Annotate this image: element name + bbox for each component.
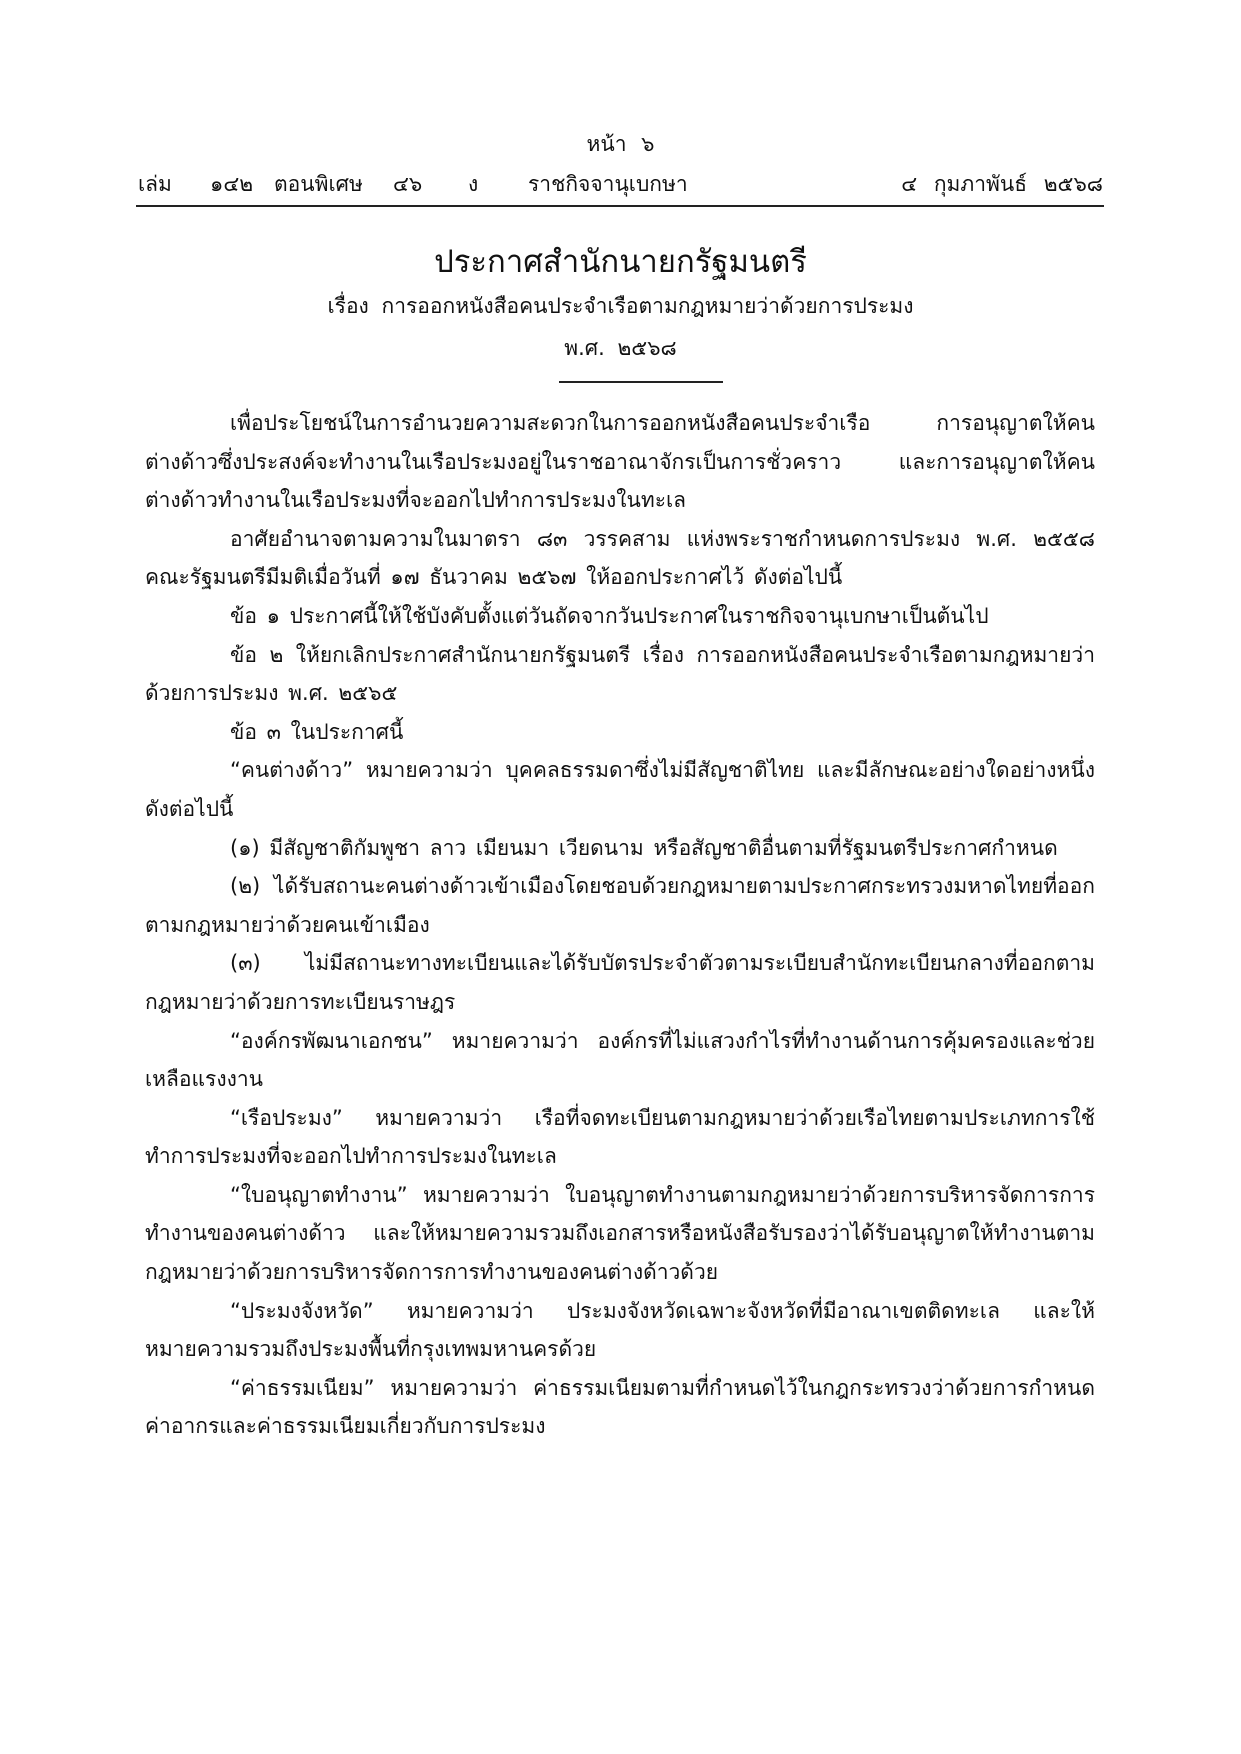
- definition-fishing-vessel: “เรือประมง” หมายความว่า เรือที่จดทะเบียนตามกฎหมายว่าด้วยเรือไทยตามประเภทการใช้ทำการประมงที่จะออกไปทำการประมงในทะเล: [145, 1105, 1095, 1169]
- paragraph-authority: อาศัยอำนาจตามความในมาตรา ๘๓ วรรคสาม แห่งพระราชกำหนดการประมง พ.ศ. ๒๕๕๘ คณะรัฐมนตรีมีมติเมื่อวันที่ ๑๗ ธันวาคม ๒๕๖๗ ให้ออกประกาศไว้ ดังต่อไปนี้: [145, 526, 1095, 590]
- title-divider: [559, 381, 723, 383]
- clause-1: ข้อ ๑ ประกาศนี้ให้ใช้บังคับตั้งแต่วันถัดจากวันประกาศในราชกิจจานุเบกษาเป็นต้นไป: [230, 603, 989, 628]
- gazette-name: ราชกิจจานุเบกษา: [528, 172, 688, 196]
- definition-fee: “ค่าธรรมเนียม” หมายความว่า ค่าธรรมเนียมตามที่กำหนดไว้ในกฎกระทรวงว่าด้วยการกำหนดค่าอากรและค่าธรรมเนียมเกี่ยวกับการประมง: [145, 1375, 1095, 1439]
- definition-item-1: (๑) มีสัญชาติกัมพูชา ลาว เมียนมา เวียดนาม หรือสัญชาติอื่นตามที่รัฐมนตรีประกาศกำหนด: [230, 835, 1058, 860]
- announcement-body: [145, 404, 1095, 1446]
- definition-provincial-fisheries: “ประมงจังหวัด” หมายความว่า ประมงจังหวัดเฉพาะจังหวัดที่มีอาณาเขตติดทะเล และให้หมายความรวมถึงประมงพื้นที่กรุงเทพมหานครด้วย: [145, 1298, 1095, 1362]
- volume-label: เล่ม: [138, 172, 172, 196]
- section-number: ๔๖: [393, 172, 423, 196]
- section-type: ง: [468, 172, 479, 196]
- header-divider: [136, 205, 1104, 207]
- announcement-subject: เรื่อง การออกหนังสือคนประจำเรือตามกฎหมายว่าด้วยการประมง: [327, 294, 914, 318]
- publication-date: ๔ กุมภาพันธ์ ๒๕๖๘: [901, 172, 1103, 196]
- announcement-year: พ.ศ. ๒๕๖๘: [564, 336, 677, 360]
- clause-3: ข้อ ๓ ในประกาศนี้: [230, 719, 404, 744]
- definition-foreigner: “คนต่างด้าว” หมายความว่า บุคคลธรรมดาซึ่งไม่มีสัญชาติไทย และมีลักษณะอย่างใดอย่างหนึ่งดังต่อไปนี้: [145, 758, 1095, 821]
- clause-2: ข้อ ๒ ให้ยกเลิกประกาศสำนักนายกรัฐมนตรี เรื่อง การออกหนังสือคนประจำเรือตามกฎหมายว่าด้วยการประมง พ.ศ. ๒๕๖๕: [145, 642, 1095, 706]
- volume-number: ๑๔๒: [210, 172, 254, 196]
- definition-item-2: (๒) ได้รับสถานะคนต่างด้าวเข้าเมืองโดยชอบด้วยกฎหมายตามประกาศกระทรวงมหาดไทยที่ออกตามกฎหมายว่าด้วยคนเข้าเมือง: [145, 874, 1095, 937]
- paragraph-preamble: เพื่อประโยชน์ในการอำนวยความสะดวกในการออกหนังสือคนประจำเรือ การอนุญาตให้คนต่างด้าวซึ่งประสงค์จะทำงานในเรือประมงอยู่ในราชอาณาจักรเป็นการชั่วคราว และการอนุญาตให้คนต่างด้าวทำงานในเรือประมงที่จะออกไปทำการประมงในทะเล: [145, 411, 1095, 513]
- definition-ngo: “องค์กรพัฒนาเอกชน” หมายความว่า องค์กรที่ไม่แสวงกำไรที่ทำงานด้านการคุ้มครองและช่วยเหลือแรงงาน: [145, 1028, 1095, 1092]
- page-number: หน้า ๖: [586, 132, 655, 156]
- section-label: ตอนพิเศษ: [274, 172, 363, 196]
- announcement-title: ประกาศสำนักนายกรัฐมนตรี: [434, 244, 807, 280]
- definition-work-permit: “ใบอนุญาตทำงาน” หมายความว่า ใบอนุญาตทำงานตามกฎหมายว่าด้วยการบริหารจัดการการทำงานของคนต่างด้าว และให้หมายความรวมถึงเอกสารหรือหนังสือรับรองว่าได้รับอนุญาตให้ทำงานตามกฎหมายว่าด้วยการบริหารจัดการการทำงานของคนต่างด้าวด้วย: [145, 1182, 1095, 1285]
- definition-item-3: (๓) ไม่มีสถานะทางทะเบียนและได้รับบัตรประจำตัวตามระเบียบสำนักทะเบียนกลางที่ออกตามกฎหมายว่าด้วยการทะเบียนราษฎร: [145, 951, 1095, 1014]
- gazette-header: [138, 168, 1103, 202]
